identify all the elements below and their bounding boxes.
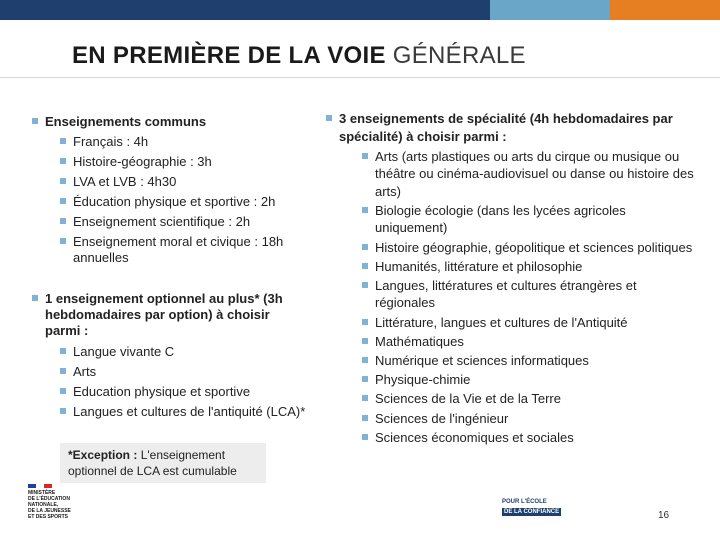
list-item: Biologie écologie (dans les lycées agricoles uniquement): [326, 202, 716, 237]
square-bullet-icon: [32, 295, 38, 301]
square-bullet-icon: [60, 158, 66, 164]
header-bar-orange: [610, 0, 720, 20]
ecole-logo-line2: DE LA CONFIANCE: [504, 509, 560, 515]
page-title: [72, 42, 526, 70]
list-item: Histoire-géographie : 3h: [32, 152, 332, 172]
square-bullet-icon: [60, 348, 66, 354]
list-item: Sciences économiques et sociales: [326, 429, 716, 447]
square-bullet-icon: [362, 207, 368, 213]
exception-text: L'enseignement optionnel de LCA est cumulable: [68, 448, 237, 478]
square-bullet-icon: [362, 395, 368, 401]
list-item: Sciences de la Vie et de la Terre: [326, 390, 716, 408]
header-bar-dark: [0, 0, 490, 20]
header-bar-light: [490, 0, 610, 20]
page-title-part2: GÉNÉRALE: [392, 42, 526, 69]
specialite-heading: 3 enseignements de spécialité (4h hebdomadaires par spécialité) à choisir parmi :: [326, 110, 716, 146]
page-number: 16: [658, 510, 670, 521]
list-item: Français : 4h: [32, 132, 332, 152]
list-item: Education physique et sportive: [32, 382, 342, 402]
square-bullet-icon: [362, 357, 368, 363]
square-bullet-icon: [60, 178, 66, 184]
list-item: Numérique et sciences informatiques: [326, 352, 716, 370]
square-bullet-icon: [60, 198, 66, 204]
square-bullet-icon: [362, 338, 368, 344]
square-bullet-icon: [362, 319, 368, 325]
list-item: Histoire géographie, géopolitique et sciences politiques: [326, 239, 716, 257]
square-bullet-icon: [60, 388, 66, 394]
page-title-part1: EN PREMIÈRE DE LA VOIE: [72, 42, 386, 69]
list-item: Arts (arts plastiques ou arts du cirque ou musique ou théâtre ou cinéma-audiovisuel ou danse ou histoire des arts): [326, 148, 716, 201]
list-item: Littérature, langues et cultures de l'Antiquité: [326, 314, 716, 332]
square-bullet-icon: [362, 376, 368, 382]
list-item: Sciences de l'ingénieur: [326, 410, 716, 428]
square-bullet-icon: [60, 238, 66, 244]
list-item: Éducation physique et sportive : 2h: [32, 192, 332, 212]
list-item: Physique-chimie: [326, 371, 716, 389]
square-bullet-icon: [362, 434, 368, 440]
list-item: Arts: [32, 362, 342, 382]
list-item: Mathématiques: [326, 333, 716, 351]
french-flag-icon: [28, 484, 52, 488]
square-bullet-icon: [60, 218, 66, 224]
ministere-logo: [28, 484, 88, 532]
square-bullet-icon: [362, 153, 368, 159]
square-bullet-icon: [362, 244, 368, 250]
square-bullet-icon: [60, 368, 66, 374]
optionnel-section: [32, 291, 342, 422]
optionnel-heading: 1 enseignement optionnel au plus* (3h hebdomadaires par option) à choisir parmi :: [32, 291, 342, 339]
exception-label: *Exception :: [68, 448, 138, 462]
title-divider: [0, 77, 720, 78]
exception-note: [60, 443, 266, 483]
list-item: LVA et LVB : 4h30: [32, 172, 332, 192]
square-bullet-icon: [60, 138, 66, 144]
square-bullet-icon: [362, 415, 368, 421]
square-bullet-icon: [326, 115, 332, 121]
square-bullet-icon: [60, 408, 66, 414]
list-item: Enseignement scientifique : 2h: [32, 212, 332, 232]
list-item: Enseignement moral et civique : 18h annuelles: [32, 232, 332, 266]
square-bullet-icon: [32, 118, 38, 124]
ecole-confiance-logo: [502, 498, 592, 522]
square-bullet-icon: [362, 282, 368, 288]
specialite-section: [326, 110, 716, 446]
communs-heading: Enseignements communs: [32, 114, 332, 130]
list-item: Langues et cultures de l'antiquité (LCA)*: [32, 402, 342, 422]
square-bullet-icon: [362, 263, 368, 269]
ministere-logo-text: MINISTÈRE DE L'ÉDUCATION NATIONALE, DE LA JEUNESSE ET DES SPORTS: [28, 490, 71, 520]
ecole-logo-line1: POUR L'ÉCOLE: [502, 499, 547, 505]
list-item: Langues, littératures et cultures étrangères et régionales: [326, 277, 716, 312]
list-item: Langue vivante C: [32, 342, 342, 362]
list-item: Humanités, littérature et philosophie: [326, 258, 716, 276]
communs-section: [32, 114, 332, 266]
